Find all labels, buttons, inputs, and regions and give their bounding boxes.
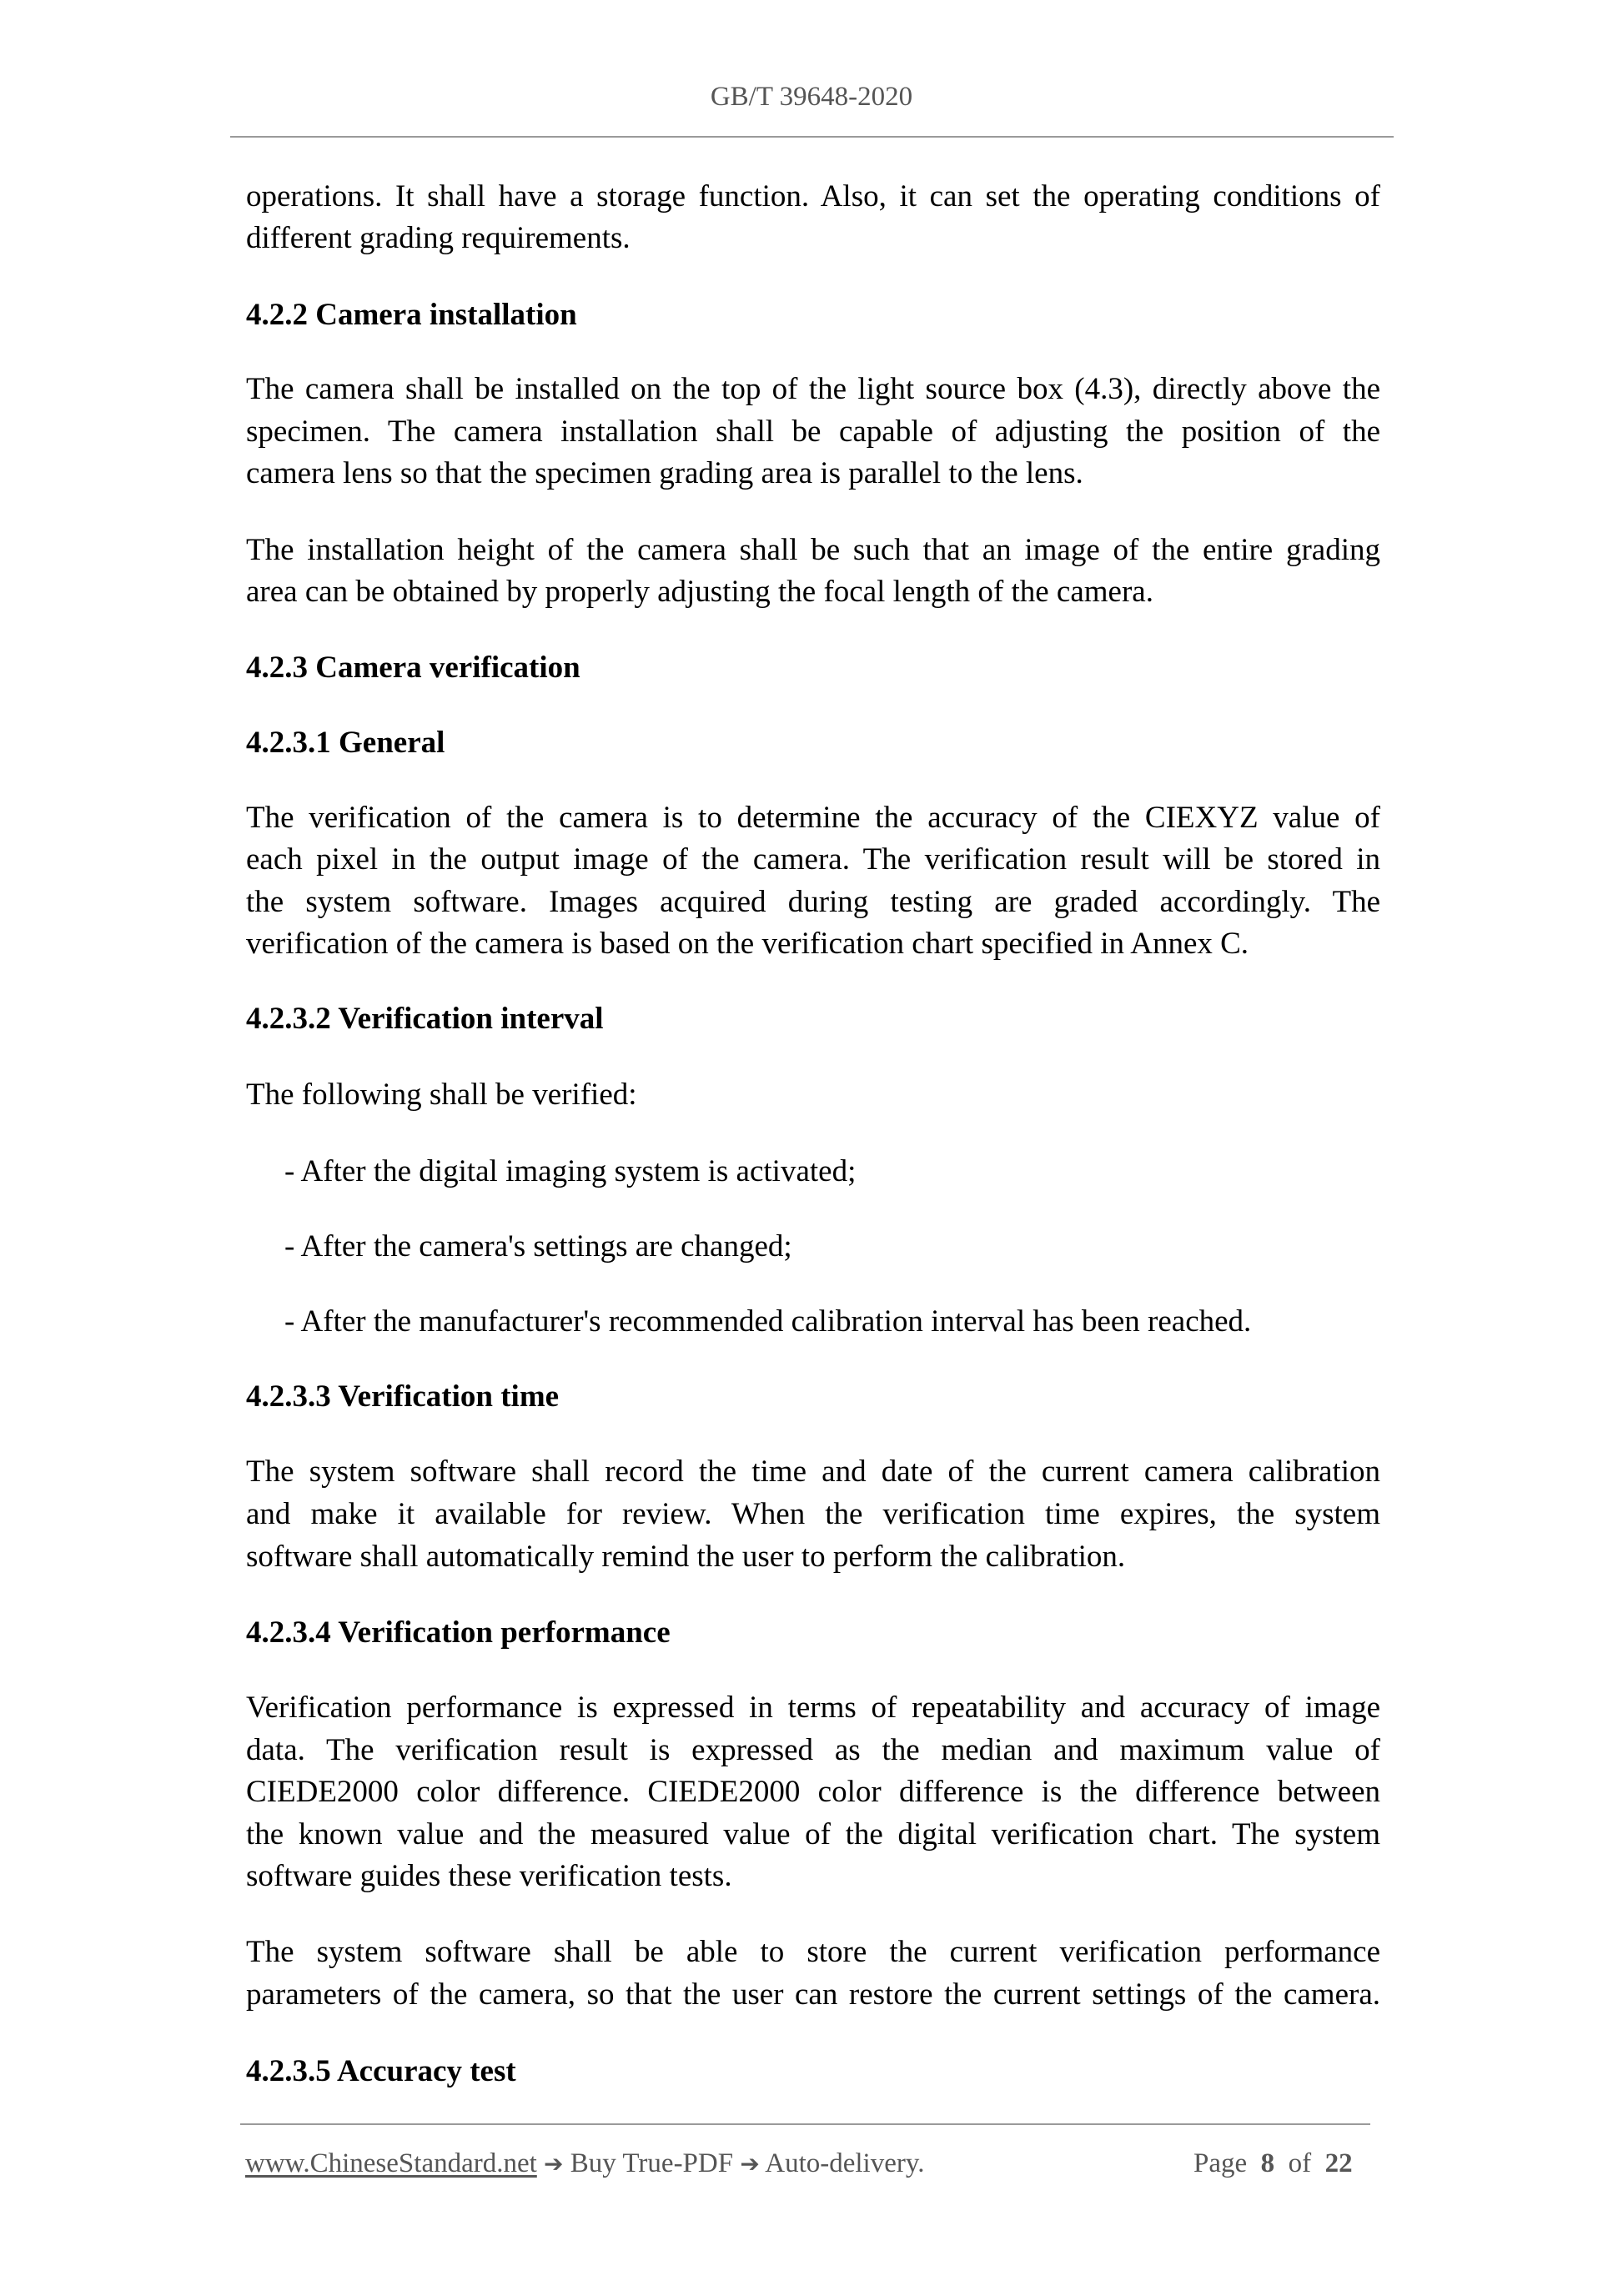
page-total: 22 <box>1324 2148 1353 2178</box>
header-rule <box>230 136 1394 138</box>
arrow-right-icon: ➔ <box>544 2150 564 2178</box>
paragraph-line: The installation height of the camera shall be such that an image of the entire grading <box>246 533 1380 567</box>
paragraph-line: area can be obtained by properly adjusting the focal length of the camera. <box>246 575 1153 609</box>
list-item: - After the camera's settings are changed; <box>284 1229 792 1264</box>
paragraph-line: software guides these verification tests. <box>246 1859 732 1893</box>
buy-true-pdf-text: Buy True-PDF <box>570 2148 734 2178</box>
paragraph-line: The system software shall be able to store the current verification performance <box>246 1935 1380 1969</box>
paragraph-line: each pixel in the output image of the camera. The verification result will be stored in <box>246 842 1380 877</box>
paragraph-line: the system software. Images acquired during testing are graded accordingly. The <box>246 885 1380 919</box>
paragraph-line: and make it available for review. When the verification time expires, the system <box>246 1497 1380 1531</box>
paragraph-line: data. The verification result is expressed as the median and maximum value of <box>246 1733 1380 1767</box>
section-heading-4-2-3-4: 4.2.3.4 Verification performance <box>246 1615 671 1650</box>
auto-delivery-text: Auto-delivery. <box>765 2148 925 2178</box>
list-item: - After the manufacturer's recommended calibration interval has been reached. <box>284 1304 1252 1339</box>
chinesestandard-link[interactable]: www.ChineseStandard.net <box>245 2148 537 2178</box>
paragraph-line: camera lens so that the specimen grading area is parallel to the lens. <box>246 456 1083 490</box>
section-heading-4-2-3-2: 4.2.3.2 Verification interval <box>246 1002 604 1036</box>
paragraph-line: operations. It shall have a storage function. Also, it can set the operating conditions of <box>246 179 1380 214</box>
paragraph-line: software shall automatically remind the user to perform the calibration. <box>246 1540 1126 1574</box>
paragraph-line: verification of the camera is based on the verification chart specified in Annex C. <box>246 927 1249 961</box>
paragraph-line: The following shall be verified: <box>246 1078 637 1112</box>
section-heading-4-2-3-1: 4.2.3.1 General <box>246 726 445 760</box>
paragraph-line: CIEDE2000 color difference. CIEDE2000 color difference is the difference between <box>246 1775 1380 1809</box>
footer-promo <box>245 2147 924 2181</box>
paragraph-line: The camera shall be installed on the top of the light source box (4.3), directly above the <box>246 372 1380 406</box>
section-heading-4-2-2: 4.2.2 Camera installation <box>246 298 577 332</box>
section-heading-4-2-3: 4.2.3 Camera verification <box>246 651 580 685</box>
page-label: Page <box>1193 2148 1248 2178</box>
paragraph-line: specimen. The camera installation shall be capable of adjusting the position of the <box>246 414 1380 449</box>
paragraph-line: The verification of the camera is to determine the accuracy of the CIEXYZ value of <box>246 801 1380 835</box>
document-id-header: GB/T 39648-2020 <box>710 82 913 112</box>
paragraph-line: Verification performance is expressed in terms of repeatability and accuracy of image <box>246 1691 1380 1725</box>
section-heading-4-2-3-3: 4.2.3.3 Verification time <box>246 1379 560 1414</box>
paragraph-line: The system software shall record the time and date of the current camera calibration <box>246 1454 1380 1489</box>
section-heading-4-2-3-5: 4.2.3.5 Accuracy test <box>246 2054 516 2088</box>
footer-rule <box>240 2123 1370 2125</box>
of-label: of <box>1288 2148 1312 2178</box>
paragraph-line: the known value and the measured value of the digital verification chart. The system <box>246 1817 1380 1851</box>
page-current: 8 <box>1260 2148 1275 2178</box>
page-indicator <box>1193 2147 1353 2180</box>
paragraph-line: parameters of the camera, so that the user can restore the current settings of the camera. <box>246 1977 1380 2012</box>
list-item: - After the digital imaging system is activated; <box>284 1154 857 1188</box>
paragraph-line: different grading requirements. <box>246 221 631 255</box>
arrow-right-icon: ➔ <box>740 2150 760 2178</box>
